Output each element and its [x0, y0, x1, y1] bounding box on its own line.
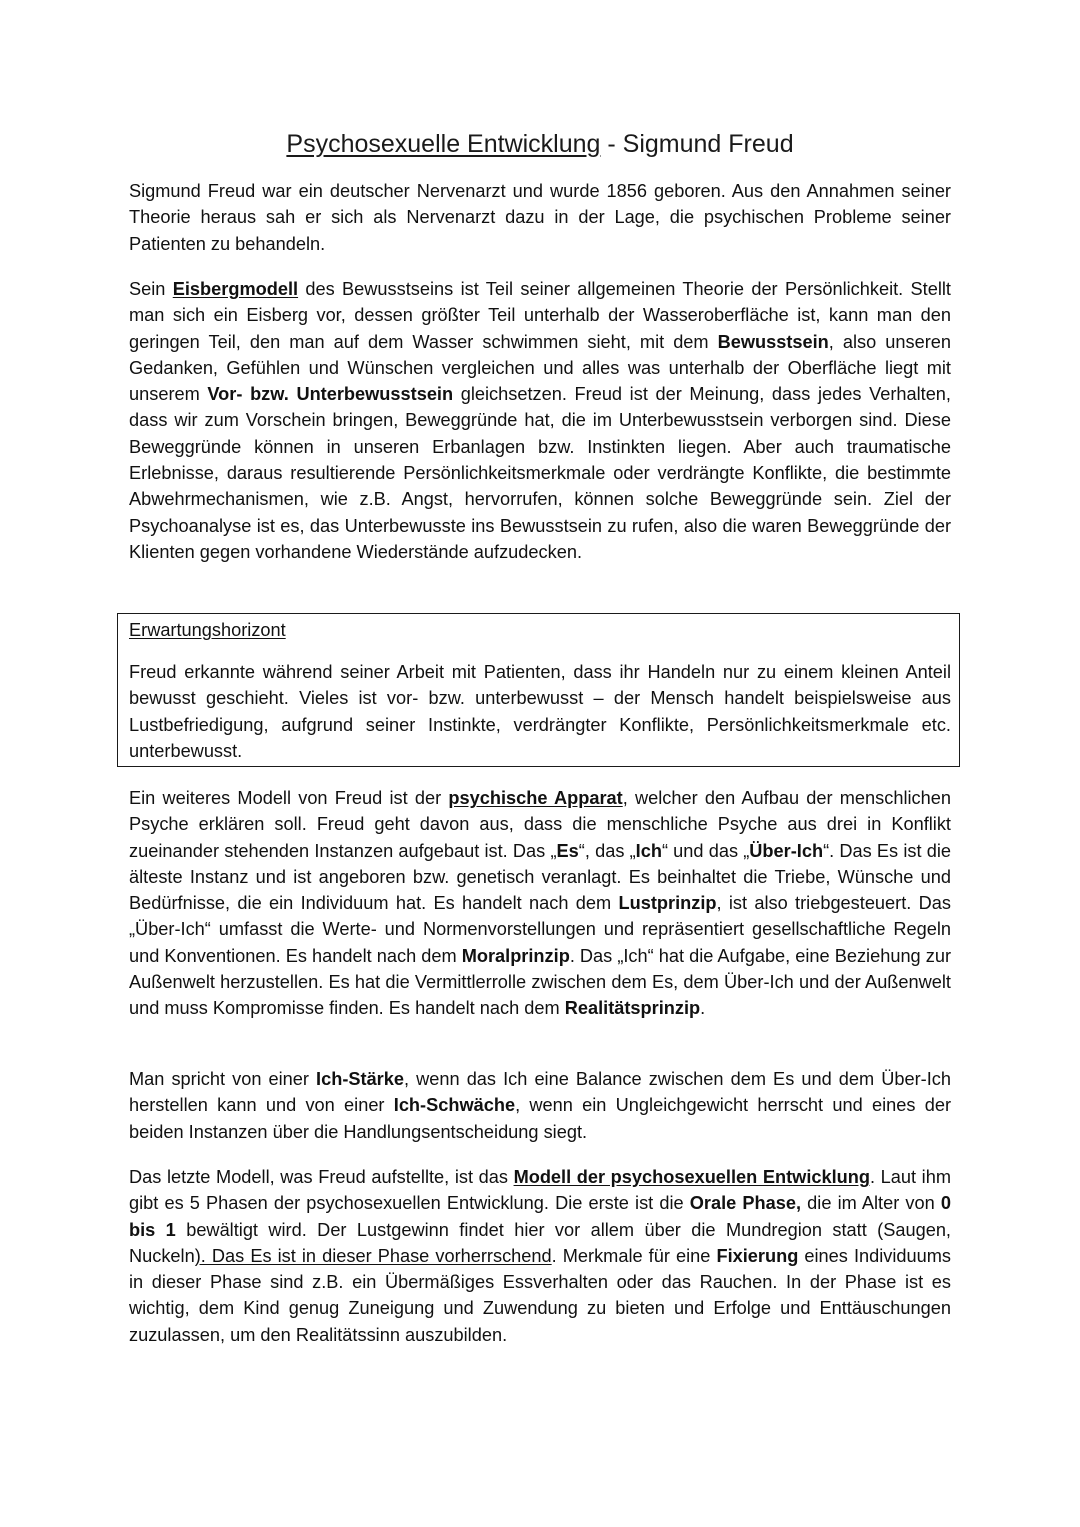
term-realitaetsprinzip: Realitätsprinzip — [564, 998, 701, 1019]
term-bewusstsein: Bewusstsein — [717, 331, 829, 352]
text-run: , ist also triebgesteuert. Das „Über-Ich“ umfasst die Werte- und Normenvorstellungen und repräsentiert gesellschaftliche Regeln und Konventionen. Es handelt nach dem — [129, 893, 951, 966]
term-modell-psychosexuelle-entwicklung: Modell der psychosexuellen Entwicklung — [513, 1167, 870, 1187]
term-psychische-apparat: psychische Apparat — [448, 788, 623, 808]
text-run: des Bewusstseins ist Teil seiner allgemeinen Theorie der Persönlichkeit. Stellt man sich ein Eisberg vor, dessen größter Teil unterhalb der Wasseroberfläche ist, kann man den geringen Teil, den man auf dem Wasser schwimmen sieht, mit dem — [129, 279, 951, 352]
term-orale-phase: Orale Phase, — [689, 1193, 802, 1214]
erwartungshorizont-box — [117, 613, 960, 767]
text-run: . Das „Ich“ hat die Aufgabe, eine Beziehung zur Außenwelt herzustellen. Es hat die Vermittlerrolle zwischen dem Es, dem Über-Ich und der Außenwelt und muss Kompromisse finden. Es handelt nach dem — [129, 945, 951, 1019]
term-ich-staerke: Ich-Stärke — [316, 1069, 404, 1089]
text-run: , wenn das Ich eine Balance zwischen dem Es und dem Über-Ich herstellen kann und von einer — [129, 1069, 951, 1116]
text-run: , also unseren Gedanken, Gefühlen und Wünschen vergleichen und alles was unterhalb der Oberfläche liegt mit unserem — [129, 331, 952, 405]
term-lustprinzip: Lustprinzip — [618, 893, 717, 914]
text-run: gleichsetzen. Freud ist der Meinung, dass jedes Verhalten, dass wir zum Vorschein bringen, Beweggründe hat, die im Unterbewusstsein verborgen sind. Diese Beweggründe können in unseren Erbanlagen bzw. Instinkten liegen. Aber auch traumatische Erlebnisse, daraus resultierende Persönlichkeitsmerkmale oder verdrängte Konflikte, die bestimmte Abwehrmechanismen, wie z.B. Angst, hervorrufen, können solche Beweggründe sein. Ziel der Psychoanalyse ist es, das Unterbewusste ins Bewusstsein zu rufen, also die waren Beweggründe der Klienten gegen vorhandene Wiederstände aufzudecken. — [129, 384, 951, 562]
term-ich: Ich — [635, 840, 662, 861]
term-es: Es — [556, 840, 579, 861]
box-heading: Erwartungshorizont — [129, 620, 286, 640]
text-run: die im Alter von — [801, 1193, 941, 1214]
title-main: Psychosexuelle Entwicklung — [286, 130, 601, 158]
text-run: “, das „ — [578, 840, 636, 861]
text-run: eines Individuums in dieser Phase sind z.B. ein Übermäßiges Essverhalten oder das Rauchen. In der Phase ist es wichtig, dem Kind genug Zuneigung und Zuwendung zu bieten und Erfolge und Enttäuschungen zuzulassen, um den Realitätssinn auszubilden. — [129, 1245, 951, 1345]
page-title — [0, 127, 1080, 161]
text-run: Das letzte Modell, was Freud aufstellte, ist das — [129, 1167, 514, 1187]
paragraph-intro: Sigmund Freud war ein deutscher Nervenarzt und wurde 1856 geboren. Aus den Annahmen seiner Theorie heraus sah er sich als Nervenarzt dazu in der Lage, die psychischen Probleme seiner Patienten zu behandeln. — [129, 181, 951, 254]
text-run: . — [700, 998, 706, 1019]
paragraph-ich-staerke — [129, 1066, 951, 1145]
text-run: , wenn ein Ungleichgewicht herrscht und eines der beiden Instanzen über die Handlungsentscheidung siegt. — [129, 1095, 951, 1142]
text-run: . Laut ihm gibt es 5 Phasen der psychosexuellen Entwicklung. Die erste ist die — [129, 1167, 951, 1214]
term-eisbergmodell: Eisbergmodell — [172, 279, 299, 299]
paragraph-psychosexuelle-entwicklung — [129, 1164, 951, 1348]
underlined-text: ). Das Es ist in dieser Phase vorherrschend — [194, 1245, 552, 1266]
text-run: . Merkmale für eine — [551, 1245, 717, 1266]
term-fixierung: Fixierung — [716, 1245, 799, 1266]
text-run: “. Das Es ist die älteste Instanz und ist angeboren bzw. genetisch veranlagt. Es beinhaltet die Triebe, Wünsche und Bedürfnisse, die ein Individuum hat. Es handelt nach dem — [129, 840, 951, 914]
paragraph-eisbergmodell — [129, 276, 951, 565]
term-alter: 0 bis 1 — [129, 1193, 951, 1240]
term-ueber-ich: Über-Ich — [749, 840, 824, 861]
text-run: , welcher den Aufbau der menschlichen Psyche erklären soll. Freud geht davon aus, dass die menschliche Psyche aus drei in Konflikt zueinander stehenden Instanzen aufgebaut ist. Das „ — [129, 788, 951, 861]
box-text: Freud erkannte während seiner Arbeit mit Patienten, dass ihr Handeln nur zu einem kleinen Anteil bewusst geschieht. Vieles ist vor- bzw. unterbewusst – der Mensch handelt beispielsweise aus Lustbefriedigung, aufgrund seiner Instinkte, verdrängter Konflikte, Persönlichkeitsmerkmale etc. unterbewusst. — [129, 662, 951, 761]
text-run: Man spricht von einer — [129, 1069, 317, 1089]
text-run: “ und das „ — [661, 840, 750, 861]
text-run: Ein weiteres Modell von Freud ist der — [129, 788, 449, 808]
text-run: Sein — [129, 279, 173, 299]
paragraph-psychischer-apparat — [129, 785, 951, 1022]
term-ich-schwaeche: Ich-Schwäche — [393, 1095, 516, 1116]
term-vor-unterbewusstsein: Vor- bzw. Unterbewusstsein — [207, 384, 454, 405]
title-rest: - Sigmund Freud — [600, 130, 794, 158]
text-run: bewältigt wird. Der Lustgewinn findet hier vor allem über die Mundregion statt (Saugen, Nuckeln — [129, 1219, 951, 1266]
term-moralprinzip: Moralprinzip — [461, 945, 570, 966]
